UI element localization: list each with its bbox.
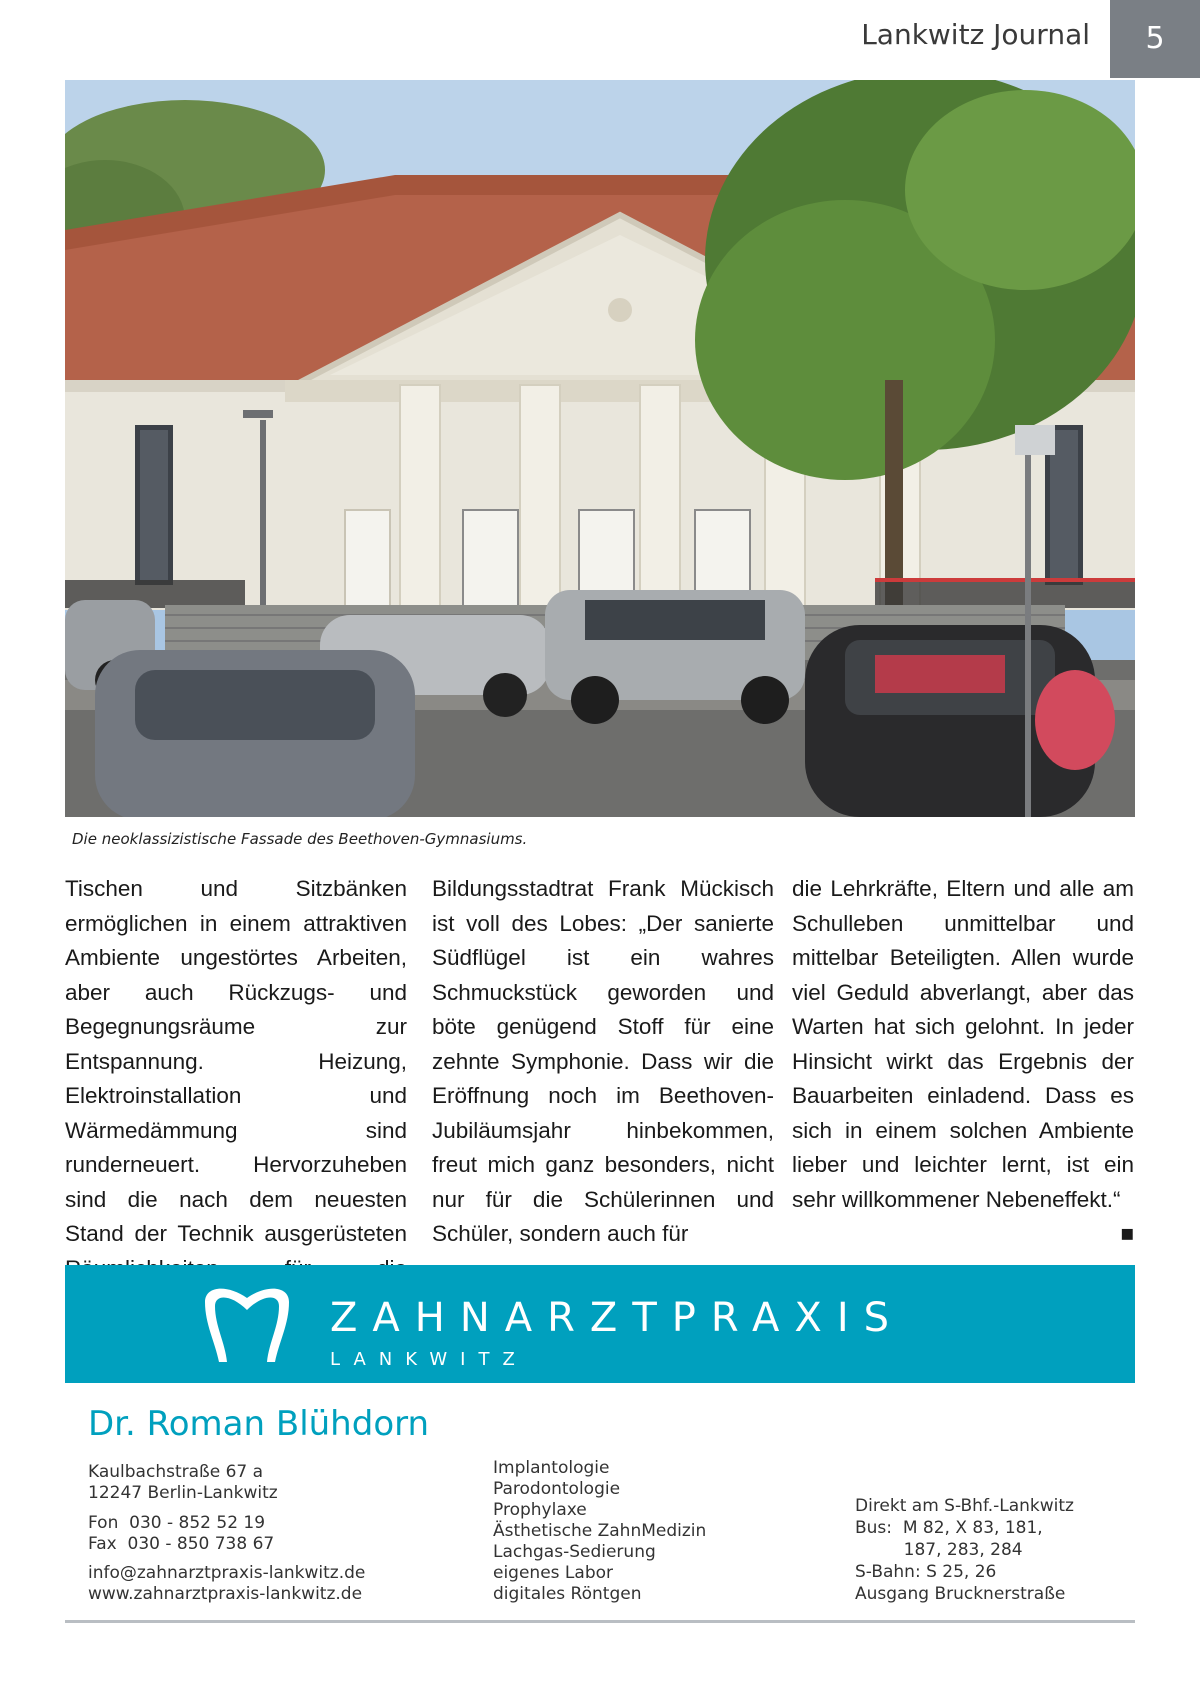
photo-caption: Die neoklassizistische Fassade des Beethoven-Gymnasiums. [72,830,528,848]
ad-transit: Direkt am S-Bhf.-Lankwitz Bus: M 82, X 83, 181, 187, 283, 284 S-Bahn: S 25, 26 Ausgang Brucknerstraße [855,1496,1074,1604]
tooth-logo-icon [197,1282,297,1366]
end-mark-icon: ■ [1120,1221,1134,1246]
article-column-3 [792,872,1134,1252]
ad-brand-sub: LANKWITZ [330,1349,528,1370]
page-number: 5 [1110,0,1200,78]
article-column-1 [65,872,407,1321]
bottom-rule [65,1620,1135,1623]
ad-brand: ZAHNARZTPRAXIS [330,1295,905,1341]
ad-doctor-name: Dr. Roman Blühdorn [88,1404,430,1444]
article-text-2: Bildungsstadtrat Frank Mückisch ist voll des Lobes: „Der sanierte Südflügel ist ein wahres Schmuckstück geworden und böte genügend Stoff für eine zehnte Symphonie. Dass wir die Eröffnung noch im Beethoven-Jubiläumsjahr hinbekommen, freut mich ganz besonders, nicht nur für die Schülerinnen und Schüler, sondern auch für [432,876,774,1246]
article-column-2 [432,872,774,1252]
ad-services: Implantologie Parodontologie Prophylaxe Ästhetische ZahnMedizin Lachgas-Sedierung eigenes Labor digitales Röntgen [493,1458,707,1604]
article-text-3: die Lehrkräfte, Eltern und alle am Schulleben unmittelbar und mittelbar Beteiligten. Allen wurde viel Geduld abverlangt, aber das Warten hat sich gelohnt. In jeder Hinsicht wirkt das Ergebnis der Bauarbeiten einladend. Dass es sich in einem solchen Ambiente lieber und leichter lernt, ist ein sehr willkommener Nebeneffekt.“ [792,876,1134,1212]
school-facade-photo [65,80,1135,817]
ad-web[interactable]: info@zahnarztpraxis-lankwitz.de www.zahnarztpraxis-lankwitz.de [88,1563,366,1604]
ad-address: Kaulbachstraße 67 a 12247 Berlin-Lankwitz [88,1462,278,1503]
ad-banner [65,1265,1135,1383]
article-text-1: Tischen und Sitzbänken ermöglichen in einem attraktiven Ambiente ungestörtes Arbeiten, aber auch Rückzugs- und Begegnungsräume zur Entspannung. Heizung, Elektroinstallation und Wärmedämmung sind runderneuert. Hervorzuheben sind die nach dem neuesten Stand der Technik ausgerüsteten [65,876,407,1246]
ad-phones: Fon 030 - 852 52 19 Fax 030 - 850 738 67 [88,1513,275,1554]
journal-title: Lankwitz Journal [861,18,1090,51]
